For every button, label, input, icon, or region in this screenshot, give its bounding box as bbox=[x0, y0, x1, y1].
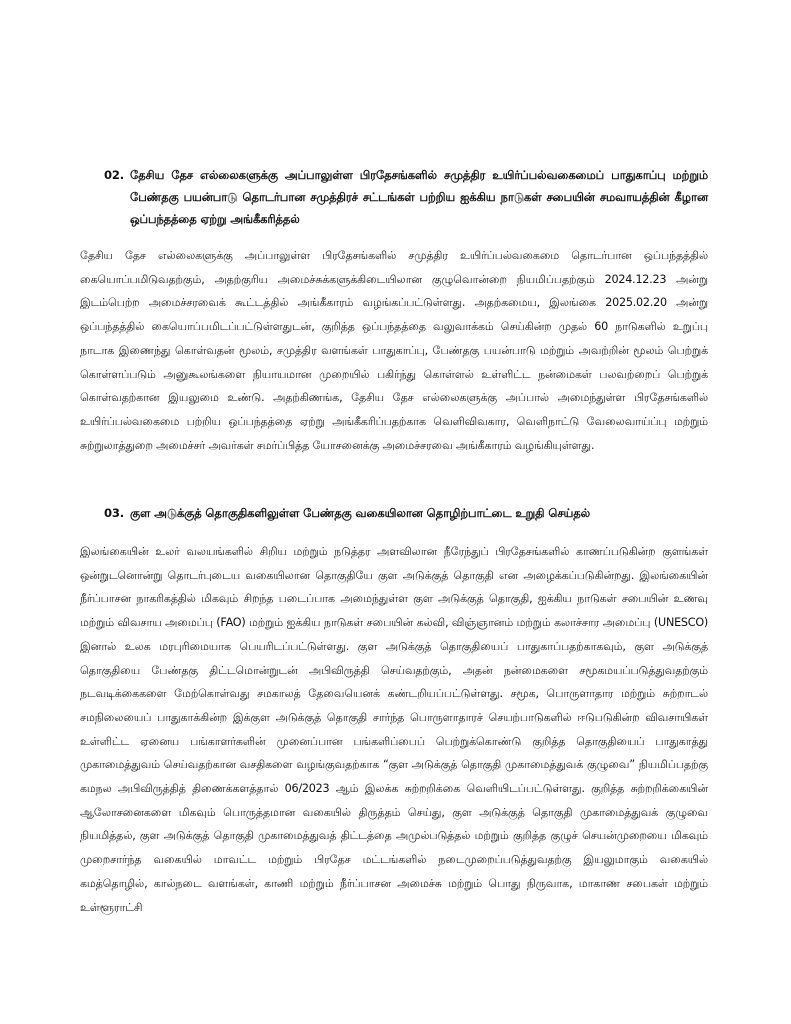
section-body: இலங்கையின் உலர் வலயங்களில் சிறிய மற்றும் நடுத்தர அளவிலான நீரேந்துப் பிரதேசங்களில் காணப்படுகின்ற குளங்கள் ஒன்றுடனொன்று தொடர்புடைய வகையிலான தொகுதியே குள அடுக்குத் தொகுதி என அழைக்கப்படுகின்றது. இலங்கையின் நீர்ப்பாசன நாகரிகத்தில் மிகவும் சிறந்த படைப்பாக அமைந்துள்ள குள அடுக்குத் தொகுதி, ஐக்கிய நாடுகள் சபையின் உணவு மற்றும் விவசாய அமைப்பு (FAO) மற்றும் ஐக்கிய நாடுகள் சபையின் கல்வி, விஞ்ஞானம் மற்றும் கலாச்சார அமைப்பு (UNESCO) இனால் உலக மரபுரிமையாக பெயரிடப்பட்டுள்ளது. குள அடுக்குத் தொகுதியைப் பாதுகாப்பதற்காகவும், குள அடுக்குத் தொகுதியை பேண்தகு திட்டமொன்றுடன் அபிவிருத்தி செய்வதற்கும், அதன் நன்மைகளை சமூகமயப்படுத்துவதற்கும் நடவடிக்கைகளை மேற்கொள்வது சமகாலத் தேவையெனக் கண்டறியப்பட்டுள்ளது. சமூக, பொருளாதார மற்றும் சுற்றாடல் சமநிலையைப் பாதுகாக்கின்ற இக்குள அடுக்குத் தொகுதி சார்ந்த பொருளாதாரச் செயற்பாடுகளில் ஈடுபடுகின்ற விவசாயிகள் உள்ளிட்ட ஏனைய பங்காளர்களின் முனைப்பான பங்களிப்பைப் பெற்றுக்கொண்டு குறித்த தொகுதியைப் பாதுகாத்து முகாமைத்துவம் செய்வதற்கான வசதிகளை வழங்குவதற்காக “குள அடுக்குத் தொகுதி முகாமைத்துவக் குழுவை” நியமிப்பதற்கு கமநல அபிவிருத்தித் திணைக்களத்தால் 06/2023 ஆம் இலக்க சுற்றறிக்கை வெளியிடப்பட்டுள்ளது. குறித்த சுற்றறிக்கையின் ஆலோசனைகளை மிகவும் பொருத்தமான வகையில் திருத்தம் செய்து, குள அடுக்குத் தொகுதி முகாமைத்துவக் குழுவை நியமித்தல், குள அடுக்குத் தொகுதி முகாமைத்துவத் திட்டத்தை அமுல்படுத்தல் மற்றும் குறித்த குழுச் செயன்முறையை மிகவும் முறைசார்ந்த வகையில் மாவட்ட மற்றும் பிரதேச மட்டங்களில் நடைமுறைப்படுத்துவதற்கு இயலுமாகும் வகையில் கமத்தொழில், கால்நடை வளங்கள், காணி மற்றும் நீர்ப்பாசன அமைச்சு மற்றும் பொது நிருவாக, மாகாண சபைகள் மற்றும் உள்ளூராட்சி bbox=[80, 545, 708, 914]
section-title: தேசிய தேச எல்லைகளுக்கு அப்பாலுள்ள பிரதேசங்களில் சமுத்திர உயிர்ப்பல்வகைமைப் பாதுகாப்பு மற்றும் பேண்தகு பயன்பாடு தொடர்பான சமுத்திரச் சட்டங்கள் பற்றிய ஐக்கிய நாடுகள் சபையின் சமவாயத்தின் கீழான ஒப்பந்தத்தை ஏற்று அங்கீகரித்தல் bbox=[130, 168, 708, 226]
section-heading bbox=[80, 502, 708, 524]
section-heading bbox=[80, 164, 708, 230]
section-body: தேசிய தேச எல்லைகளுக்கு அப்பாலுள்ள பிரதேசங்களில் சமுத்திர உயிர்ப்பல்வகைமை தொடர்பான ஒப்பந்தத்தில் கையொப்பமிடுவதற்கும், அதற்குரிய அமைச்சுக்களுக்கிடையிலான குழுவொன்றை நியமிப்பதற்கும் 2024.12.23 அன்று இடம்பெற்ற அமைச்சரவைக் கூட்டத்தில் அங்கீகாரம் வழங்கப்பட்டுள்ளது. அதற்கமைய, இலங்கை 2025.02.20 அன்று ஒப்பந்தத்தில் கையொப்பமிடப்பட்டுள்ளதுடன், குறித்த ஒப்பந்தத்தை வலுவாக்கம் செய்கின்ற முதல் 60 நாடுகளில் உறுப்பு நாடாக இணைந்து கொள்வதன் மூலம், சமுத்திர வளங்கள் பாதுகாப்பு, பேண்தகு பயன்பாடு மற்றும் அவற்றின் மூலம் பெற்றுக் கொள்ளப்படும் அனுகூலங்களை நியாயமான முறையில் பகிர்ந்து கொள்ளல் உள்ளிட்ட நன்மைகள் பலவற்றைப் பெற்றுக் கொள்வதற்கான இயலுமை உண்டு. அதற்கிணங்க, தேசிய தேச எல்லைகளுக்கு அப்பால் அமைந்துள்ள பிரதேசங்களில் உயிர்ப்பல்வகைமை பற்றிய ஒப்பந்தத்தை ஏற்று அங்கீகரிப்பதற்காக வெளிவிவகார, வெளிநாட்டு வேலைவாய்ப்பு மற்றும் சுற்றுலாத்துறை அமைச்சர் அவர்கள் சமர்ப்பித்த யோசனைக்கு அமைச்சரவை அங்கீகாரம் வழங்கியுள்ளது. bbox=[80, 249, 708, 452]
section-number: 02. bbox=[104, 168, 124, 182]
section-02 bbox=[80, 164, 708, 457]
section-number: 03. bbox=[104, 506, 124, 520]
section-03 bbox=[80, 502, 708, 919]
section-title: குள அடுக்குத் தொகுதிகளிலுள்ள பேண்தகு வகையிலான தொழிற்பாட்டை உறுதி செய்தல் bbox=[130, 506, 591, 520]
